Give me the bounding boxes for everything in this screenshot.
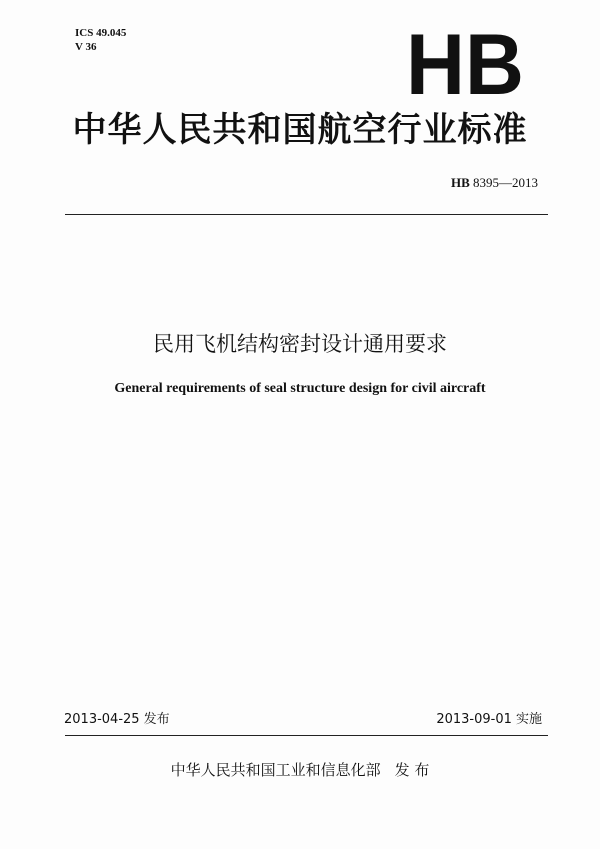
document-title-english: General requirements of seal structure design for civil aircraft — [114, 381, 486, 396]
publisher-line — [0, 760, 600, 780]
publish-action: 发 布 — [394, 761, 430, 779]
standard-number-value: 8395—2013 — [473, 175, 538, 190]
standard-number-prefix: HB — [450, 175, 470, 190]
hb-logo-text: HB — [406, 30, 524, 100]
top-divider — [65, 214, 548, 215]
publisher-name: 中华人民共和国工业和信息化部 — [170, 761, 381, 779]
standard-category-title: 中华人民共和国航空行业标准 — [72, 110, 528, 150]
classification-code: V 36 — [75, 41, 97, 53]
issue-date: 2013-04-25 发布 — [64, 712, 170, 727]
bottom-divider — [65, 735, 548, 736]
hb-logo — [405, 30, 525, 100]
standard-number — [451, 175, 538, 191]
implementation-date: 2013-09-01 实施 — [436, 712, 542, 727]
ics-code: ICS 49.045 — [75, 27, 127, 39]
classification-codes — [75, 26, 126, 54]
document-title-chinese: 民用飞机结构密封设计通用要求 — [153, 332, 447, 356]
